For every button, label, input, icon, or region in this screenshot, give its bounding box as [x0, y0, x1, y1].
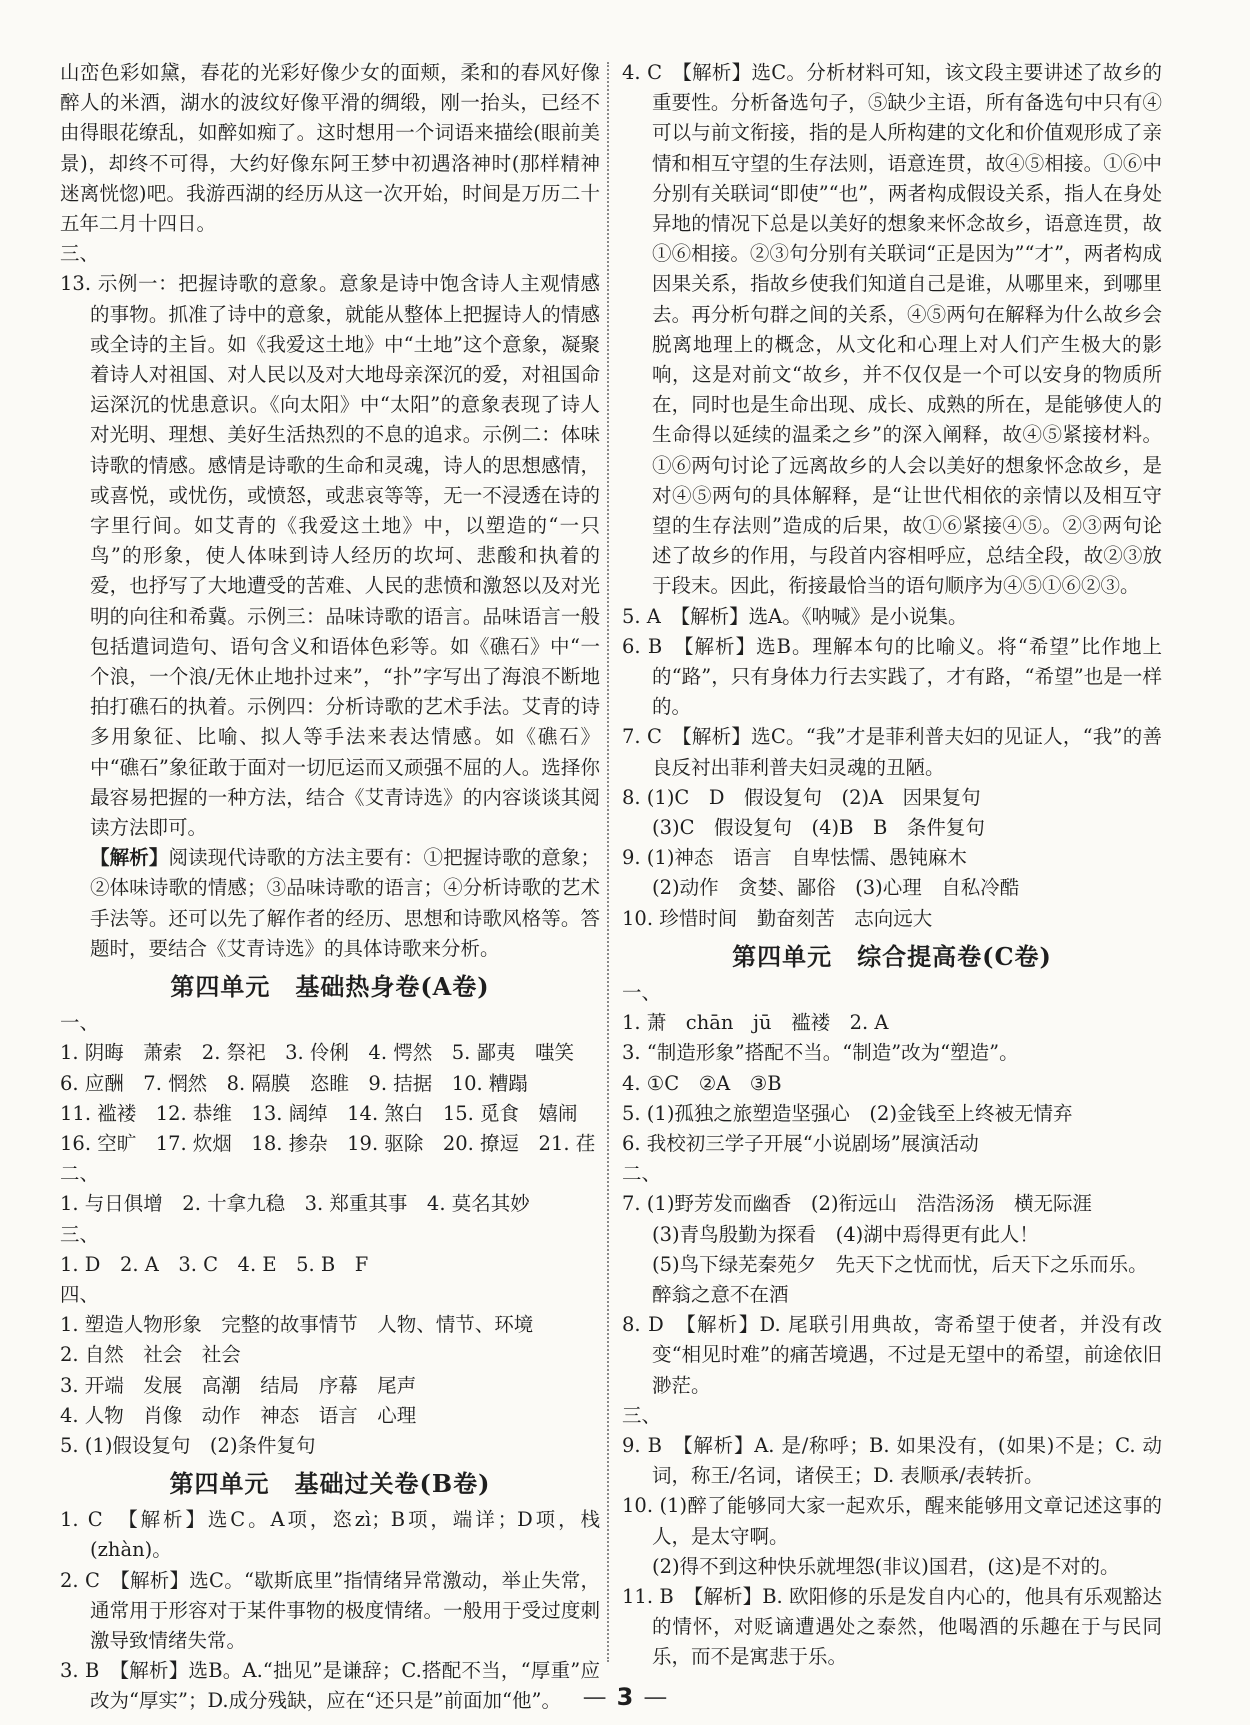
analysis-text: 阅读现代诗歌的方法主要有：①把握诗歌的意象；②体味诗歌的情感；③品味诗歌的语言；④分析诗歌的艺术手法等。还可以先了解作者的经历、思想和诗歌风格等。答题时，要结合《艾青诗选》的具体诗歌来分析。	[90, 846, 600, 960]
answer-b3: 3. B 【解析】选B。A.“拙见”是谦辞；C.搭配不当，“厚重”应改为“厚实”；D.成分残缺，应在“还只是”前面加“他”。	[60, 1659, 600, 1713]
answer-c7-cont: 醉翁之意不在酒	[652, 1282, 789, 1306]
answer-r9-cont: (2)动作 贪婪、鄙俗 (3)心理 自私冷酷	[652, 876, 1020, 900]
answer-row: 16. 空旷 17. 炊烟 18. 掺杂 19. 驱除 20. 撩逗 21. 荏	[60, 1131, 596, 1155]
unit-c-title: 第四单元 综合提高卷(C卷)	[732, 941, 1052, 971]
answer-c1: 1. 萧 chān jū 褴褛 2. A	[622, 1011, 889, 1035]
answer-c7-cont: (3)青鸟殷勤为探看 (4)湖中焉得更有此人！	[652, 1222, 1039, 1246]
section-heading: 一、	[622, 980, 662, 1004]
answer-r8-cont: (3)C 假设复句 (4)B B 条件复句	[652, 816, 985, 840]
answer-row: 2. 自然 社会 社会	[60, 1343, 241, 1367]
answer-r5: 5. A 【解析】选A。《呐喊》是小说集。	[622, 604, 968, 628]
section-heading: 二、	[60, 1162, 100, 1186]
answer-row: 5. (1)假设复句 (2)条件复句	[60, 1433, 316, 1457]
section-heading: 四、	[60, 1282, 100, 1306]
page-number: — 3 —	[582, 1683, 668, 1711]
page-number-value: 3	[616, 1683, 634, 1711]
right-column	[622, 58, 1162, 1673]
answer-row: 6. 应酬 7. 惘然 8. 隔膜 恣睢 9. 拮据 10. 糟蹋	[60, 1071, 528, 1095]
answer-r10: 10. 珍惜时间 勤奋刻苦 志向远大	[622, 906, 933, 930]
answer-r8: 8. (1)C D 假设复句 (2)A 因果复句	[622, 785, 981, 809]
section-heading: 三、	[622, 1403, 662, 1427]
section-heading: 二、	[622, 1162, 662, 1186]
answer-c3: 3. “制造形象”搭配不当。“制造”改为“塑造”。	[622, 1041, 1019, 1065]
answer-13-analysis	[60, 843, 600, 964]
answer-c7-cont: (5)鸟下绿芜秦苑夕 先天下之忧而忧，后天下之乐而乐。	[652, 1252, 1148, 1276]
answer-row: 1. D 2. A 3. C 4. E 5. B F	[60, 1252, 369, 1276]
answer-c8: 8. D 【解析】D. 尾联引用典故，寄希望于使者，并没有改变“相见时难”的痛苦境遇，不过是无望中的希望，前途依旧渺茫。	[622, 1313, 1162, 1397]
intro-translation: 山峦色彩如黛，春花的光彩好像少女的面颊，柔和的春风好像醉人的米酒，湖水的波纹好像平滑的绸缎，刚一抬头，已经不由得眼花缭乱，如醉如痴了。这时想用一个词语来描绘(眼前美景)，却终不可得，大约好像东阿王梦中初遇洛神时(那样精神迷离恍惚)吧。我游西湖的经历从这一次开始，时间是万历二十五年二月十四日。	[60, 61, 600, 236]
analysis-tag: 【解析】	[90, 846, 169, 870]
answer-r7: 7. C 【解析】选C。“我”才是菲利普夫妇的见证人，“我”的善良反衬出菲利普夫妇灵魂的丑陋。	[622, 725, 1162, 779]
answer-b1: 1. C 【解析】选C。A项，恣zì；B项，端详；D项，栈(zhàn)。	[60, 1508, 600, 1562]
section-heading: 三、	[60, 242, 100, 266]
answer-row: 1. 与日俱增 2. 十拿九稳 3. 郑重其事 4. 莫名其妙	[60, 1192, 530, 1216]
left-column	[60, 58, 600, 1717]
answer-row: 3. 开端 发展 高潮 结局 序幕 尾声	[60, 1373, 417, 1397]
section-heading: 三、	[60, 1222, 100, 1246]
unit-b-title: 第四单元 基础过关卷(B卷)	[169, 1469, 491, 1499]
answer-row: 1. 塑造人物形象 完整的故事情节 人物、情节、环境	[60, 1313, 534, 1337]
answer-13: 13. 示例一：把握诗歌的意象。意象是诗中饱含诗人主观情感的事物。抓准了诗中的意象，就能从整体上把握诗人的情感或全诗的主旨。如《我爱这土地》中“土地”这个意象，凝聚着诗人对祖国、对人民以及对大地母亲深沉的爱，对祖国命运深沉的忧患意识。《向太阳》中“太阳”的意象表现了诗人对光明、理想、美好生活热烈的不息的追求。示例二：体味诗歌的情感。感情是诗歌的生命和灵魂，诗人的思想感情，或喜悦，或忧伤，或愤怒，或悲哀等等，无一不浸透在诗的字里行间。如艾青的《我爱这土地》中，以塑造的“一只鸟”的形象，使人体味到诗人经历的坎坷、悲酸和执着的爱，也抒写了大地遭受的苦难、人民的悲愤和激怒以及对光明的向往和希冀。示例三：品味诗歌的语言。品味语言一般包括遣词造句、语句含义和语体色彩等。如《礁石》中“一个浪，一个浪/无休止地扑过来”，“扑”字写出了海浪不断地拍打礁石的执着。示例四：分析诗歌的艺术手法。艾青的诗多用象征、比喻、拟人等手法来表达情感。如《礁石》中“礁石”象征敢于面对一切厄运而又顽强不屈的人。选择你最容易把握的一种方法，结合《艾青诗选》的内容谈谈其阅读方法即可。	[60, 272, 600, 840]
answer-row: 11. 褴褛 12. 恭维 13. 阔绰 14. 煞白 15. 觅食 嬉闹	[60, 1101, 578, 1125]
column-divider	[607, 62, 609, 1662]
answer-b2: 2. C 【解析】选C。“歇斯底里”指情绪异常激动，举止失常，通常用于形容对于某件事物的极度情绪。一般用于受过度刺激导致情绪失常。	[60, 1568, 600, 1652]
answer-c6: 6. 我校初三学子开展“小说剧场”展演活动	[622, 1131, 979, 1155]
answer-c11: 11. B 【解析】B. 欧阳修的乐是发自内心的，他具有乐观豁达的情怀，对贬谪遭遇处之泰然，他喝酒的乐趣在于与民同乐，而不是寓悲于乐。	[622, 1584, 1162, 1669]
answer-c9: 9. B 【解析】A. 是/称呼；B. 如果没有，(如果)不是；C. 动词，称王/名词，诸侯王；D. 表顺承/表转折。	[622, 1433, 1162, 1488]
section-heading: 一、	[60, 1011, 100, 1035]
answer-c4: 4. ①C ②A ③B	[622, 1071, 782, 1095]
answer-r9: 9. (1)神态 语言 自卑怯懦、愚钝麻木	[622, 846, 967, 870]
answer-r4: 4. C 【解析】选C。分析材料可知，该文段主要讲述了故乡的重要性。分析备选句子，⑤缺少主语，所有备选句中只有④可以与前文衔接，指的是人所构建的文化和价值观形成了亲情和相互守望的生存法则，语意连贯，故④⑤相接。①⑥中分别有关联词“即使”“也”，两者构成假设关系，指人在身处异地的情况下总是以美好的想象来怀念故乡，语意连贯，故①⑥相接。②③句分别有关联词“正是因为”“才”，两者构成因果关系，指故乡使我们知道自己是谁，从哪里来，到哪里去。再分析句群之间的关系，④⑤两句在解释为什么故乡会脱离地理上的概念，从文化和心理上对人们产生极大的影响，这是对前文“故乡，并不仅仅是一个可以安身的物质所在，同时也是生命出现、成长、成熟的所在，是能够使人的生命得以延续的温柔之乡”的深入阐释，故④⑤紧接材料。①⑥两句讨论了远离故乡的人会以美好的想象怀念故乡，是对④⑤两句的具体解释，是“让世代相依的亲情以及相互守望的生存法则”造成的后果，故①⑥紧接④⑤。②③两句论述了故乡的作用，与段首内容相呼应，总结全段，故②③放于段末。因此，衔接最恰当的语句顺序为④⑤①⑥②③。	[622, 61, 1162, 598]
answer-row: 1. 阴晦 萧索 2. 祭祀 3. 伶俐 4. 愕然 5. 鄙夷 嗤笑	[60, 1041, 575, 1065]
answer-c5: 5. (1)孤独之旅塑造坚强心 (2)金钱至上终被无情弃	[622, 1101, 1073, 1125]
answer-row: 4. 人物 肖像 动作 神态 语言 心理	[60, 1403, 417, 1427]
answer-c10-cont: (2)得不到这种快乐就埋怨(非议)国君，(这)是不对的。	[652, 1554, 1120, 1578]
unit-a-title: 第四单元 基础热身卷(A卷)	[170, 972, 490, 1002]
answer-r6: 6. B 【解析】选B。理解本句的比喻义。将“希望”比作地上的“路”，只有身体力行去实践了，才有路，“希望”也是一样的。	[622, 634, 1162, 719]
answer-c10: 10. (1)醉了能够同大家一起欢乐，醒来能够用文章记述这事的人，是太守啊。	[622, 1494, 1162, 1548]
answer-c7: 7. (1)野芳发而幽香 (2)衔远山 浩浩汤汤 横无际涯	[622, 1192, 1093, 1216]
